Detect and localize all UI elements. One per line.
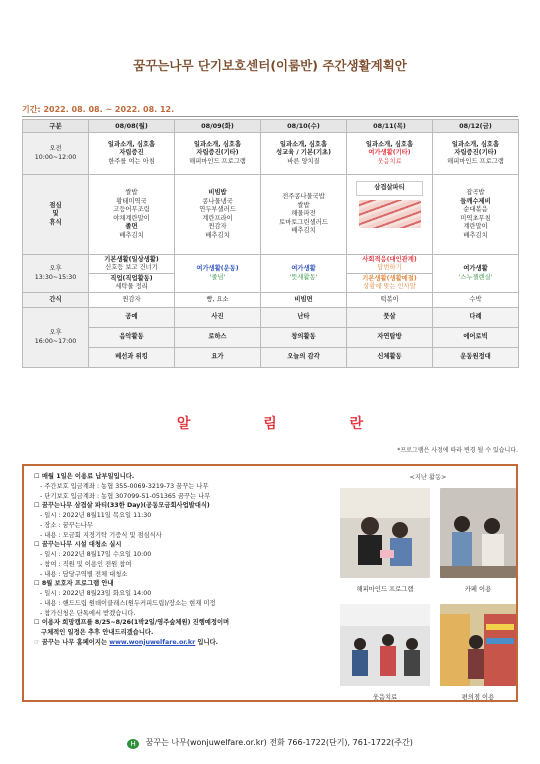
evening-cell: 공예 [89, 308, 175, 328]
table-row [23, 328, 519, 348]
photo-laughter-therapy [340, 604, 430, 701]
notice-item: - 내용 : 모금회 지정기탁 기증식 및 점심식사 [40, 531, 162, 539]
notice-item: - 일시 : 2022년 8월11일 목요일 11:30 [40, 512, 152, 519]
snack-cell: 떡볶이 [347, 293, 433, 308]
afternoon-cell: 여가생활 '스누젤렌실' [433, 255, 519, 293]
period: 기간: 2022. 08. 08. ~ 2022. 08. 12. [22, 105, 175, 114]
notice-item: - 단기보호 입금계좌 : 농협 307099-51-051365 꿈꾸는 나무 [40, 492, 211, 500]
lunch-menu-tue: 비빔밥 콩나물냉국 연두부샐러드 계란프라이 찐감자 배추김치 [175, 175, 261, 255]
camp-notice: ☐ 이용자 희망캠프를 8/25~8/26(1박2일/영주숲체원) 진행예정이며 [34, 619, 230, 627]
evening-cell: 오늘의 감각 [261, 348, 347, 368]
afternoon-cell: 기본생활(일상생활) 신호등 보고 건너기 [89, 255, 175, 274]
afternoon-cell: 사회적응(대인관계) 답변하기 [347, 255, 433, 274]
row-label: 오후 16:00~17:00 [23, 308, 89, 368]
photo-convenience-store [440, 604, 516, 701]
notice-item: - 참가신청은 단톡에서 받겠습니다. [40, 609, 136, 617]
header-cell: 08/08(월) [89, 120, 175, 133]
morning-cell: 일과소개, 심호흡 자립증진 한주를 여는 아침 [89, 133, 175, 175]
evening-cell: 난타 [261, 308, 347, 328]
notice-item: - 일시 : 2022년 8월23일 화요일 14:00 [40, 590, 152, 597]
footer-contact: 꿈꾸는 나무(wonjuwelfare.or.kr) 전화 766-1722(단기), 761-1722(주간) [145, 738, 413, 747]
schedule-note: *프로그램은 사정에 따라 변경 될 수 있습니다. [397, 447, 518, 454]
notice-box [22, 464, 518, 702]
bacon-image [359, 200, 421, 228]
notice-item: - 내용 : 담당구역별 전체 대청소 [40, 570, 128, 578]
table-row [23, 133, 519, 175]
notice-item: - 장소 : 꿈꾸는나무 [40, 521, 93, 529]
row-label: 간식 [23, 293, 89, 308]
page-title: 꿈꾸는나무 단기보호센터(이룸반) 주간생활계획안 [133, 58, 407, 73]
afternoon-cell: 여가생활 '뜻새활동' [261, 255, 347, 293]
evening-cell: 베선과 위킹 [89, 348, 175, 368]
notice-item: - 내용 : 핸드드립 원데이클래스(원두커피드립)/장소는 현재 미정 [40, 599, 216, 607]
evening-cell: 에어로빅 [433, 328, 519, 348]
camp-notice-detail: 구체적인 일정은 추후 안내드리겠습니다. [41, 629, 154, 636]
divider [22, 116, 518, 117]
notice-title: 알 림 란 [176, 416, 398, 432]
footer [0, 737, 540, 749]
notice-item: - 주간보호 입금계좌 : 농협 355-0069-3219-73 꿈꾸는 나무 [40, 482, 209, 490]
afternoon-cell: 직업(직업활동) 세탁물 정리 [89, 274, 175, 293]
notice-heading: ☐ 8월 보호자 프로그램 안내 [34, 580, 114, 588]
header-cell: 08/12(금) [433, 120, 519, 133]
photo-caption: 카페 이용 [464, 586, 492, 593]
afternoon-cell: 기본생활(생활예절) 상황에 맞는 인사말 [347, 274, 433, 293]
evening-cell: 창의활동 [261, 328, 347, 348]
lunch-menu-wed: 전주콩나물국밥 쌀밥 해물파전 토마토그린샐러드 배추김치 [261, 175, 347, 255]
evening-cell: 자연탐방 [347, 328, 433, 348]
photo-image [440, 488, 516, 578]
snack-cell: 빵, 요소 [175, 293, 261, 308]
lunch-menu-fri: 잡곡밥 들깨수제비 순대볶음 미역초무침 계란말이 배추김치 [433, 175, 519, 255]
schedule-table [22, 119, 519, 368]
notice-heading: ☐ 매월 1일은 이용료 납부일입니다. [34, 473, 135, 480]
header-cell: 구분 [23, 120, 89, 133]
photo-image [340, 488, 430, 578]
notice-list [34, 472, 334, 648]
snack-cell: 수박 [433, 293, 519, 308]
header-cell: 08/10(수) [261, 120, 347, 133]
row-label: 오후 13:30~15:30 [23, 255, 89, 293]
photo-image [340, 604, 430, 686]
morning-cell: 일과소개, 심호흡 자립증진(기타) 해피마인드 프로그램 [433, 133, 519, 175]
evening-cell: 로하스 [175, 328, 261, 348]
morning-cell: 일과소개, 심호흡 성교육 / 기본(기초) 바른 양치질 [261, 133, 347, 175]
header-cell: 08/09(화) [175, 120, 261, 133]
evening-cell: 풋살 [347, 308, 433, 328]
photo-gallery [340, 472, 516, 701]
notice-heading: ☐ 꿈꾸는나무 시설 대청소 실시 [34, 541, 122, 549]
evening-cell: 운동원정대 [433, 348, 519, 368]
evening-cell: 다례 [433, 308, 519, 328]
afternoon-cell: 여가생활(운동) '줄넘' [175, 255, 261, 293]
morning-cell: 일과소개, 심호흡 여가생활(기타) 웃음치료 [347, 133, 433, 175]
snack-cell: 비빔면 [261, 293, 347, 308]
header-cell: 08/11(목) [347, 120, 433, 133]
homepage-link[interactable]: www.wonjuwelfare.or.kr [109, 638, 196, 646]
table-row [23, 175, 519, 255]
photo-happy-mind [340, 488, 430, 593]
lunch-menu-thu: 삼겹살파티 [347, 175, 433, 255]
tree-logo-icon: H [127, 739, 139, 749]
table-row [23, 308, 519, 328]
evening-cell: 음악활동 [89, 328, 175, 348]
evening-cell: 신체활동 [347, 348, 433, 368]
notice-heading: ☐ 꿈꾸는나무 삼겹살 파티(33한 Day)(공동모금회사업발대식) [34, 502, 210, 510]
snack-cell: 찐감자 [89, 293, 175, 308]
table-header-row [23, 120, 519, 133]
photo-cafe [440, 488, 516, 593]
evening-cell: 사진 [175, 308, 261, 328]
evening-cell: 요가 [175, 348, 261, 368]
photo-caption: 편의점 이용 [461, 694, 495, 701]
morning-cell: 일과소개, 심호흡 자립증진(기타) 해피마인드 프로그램 [175, 133, 261, 175]
gallery-title: <지난 활동> [409, 474, 447, 481]
photo-caption: 웃음치료 [372, 694, 398, 701]
row-label: 오전 10:00~12:00 [23, 133, 89, 175]
notice-item: - 일시 : 2022년 8월17일 수요일 10:00 [40, 551, 152, 558]
table-row [23, 293, 519, 308]
notice-item: - 참여 : 직원 및 이용인 전원 참여 [40, 560, 132, 568]
homepage-notice: ☞ 꿈꾸는 나무 홈페이지는 www.wonjuwelfare.or.kr 입니다. [34, 638, 219, 646]
row-label: 점심 및 휴식 [23, 175, 89, 255]
table-row [23, 348, 519, 368]
table-row [23, 255, 519, 274]
photo-caption: 해피마인드 프로그램 [356, 586, 414, 593]
photo-image [440, 604, 516, 686]
lunch-menu-mon: 쌀밥 황태미역국 고등어무조림 야채계란말이 졸면 배추김치 [89, 175, 175, 255]
